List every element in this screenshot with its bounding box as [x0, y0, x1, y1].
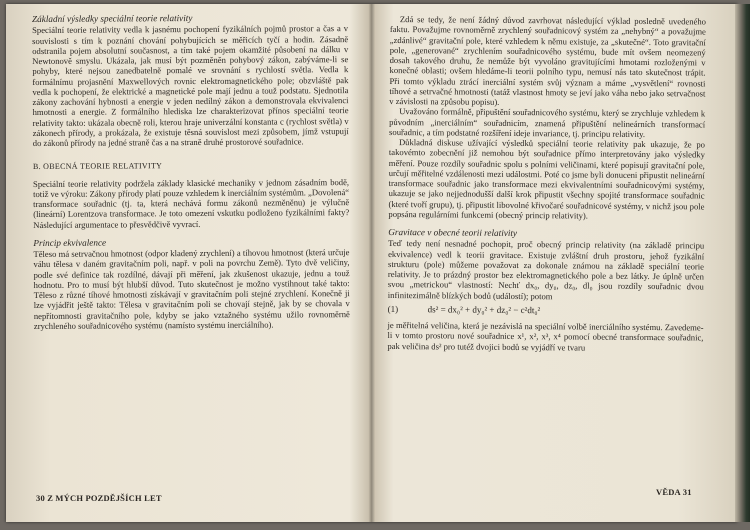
- left-page: [32, 12, 350, 331]
- paragraph: Těleso má setrvačnou hmotnost (odpor kladený zrychlení) a tíhovou hmotnost (která určuje váhu tělesa v daném gravitačním poli, např. v poli na povrchu Země). Tyto dvě veličiny, podle své definice tak rozdílné, dávají při měření, jak zkušenost ukazuje, jednu a touž hodnotu. Pro to musí být hlubší důvod. Tuto skutečnost je možno vystihnout také takto: Těleso z různé tíhové hmotnosti získávají v gravitačním poli stejné zrychlení. Konečně ji lze vyjádřit ještě takto: Tělesa v gravitačním poli se chovají stejně, jak by se chovala v nepřítomnosti gravitačního pole, kdyby se jako vztažného systému užilo rovnoměrně zrychleného souřadnicového systému (namísto systému inerciálního).: [33, 247, 350, 331]
- paragraph: Důkladná diskuse užívající výsledků speciální teorie relativity pak ukazuje, že po takovémto zobecnění již nemohou být souřadnice přímo interpretovány jako výsledky měření. Pouze rozdíly souřadnic spolu s polními veličinami, které popisují gravitační pole, určují měřitelné vzdálenosti mezi událostmi. Poté co jsme byli donuceni připustit nelineární transformace souřadnic jako transformace mezi ekvivalentními souřadnicovými systémy, ukazuje se jako nejjednodušší další krok připustit všechny spojité transformace souřadnic (které tvoří grupu), tj. připustit libovolné křivočaré souřadnicové systémy, v nichž jsou pole popsána regulárními funkcemi (obecný princip relativity).: [388, 137, 706, 221]
- paragraph: Teď tedy není nesnadné pochopit, proč obecný princip relativity (na základě principu ekvivalence) vedl k teorii gravitace. Existuje zvláštní druh prostoru, jehož fyzikální strukturu (pole) můžeme považovat za dokonale známou na základě speciální teorie relativity. Je to prázdný prostor bez elektromagnetického pole a bez látky. Je úplně určen svou „metrickou“ vlastností: Nechť dx₀, dy₀, dz₀, dl₀ jsou rozdíly souřadnic dvou infinitezimálně blízkých bodů (událostí); potom: [387, 238, 705, 301]
- book-spread: [6, 4, 737, 522]
- section-heading: Gravitace v obecné teorii relativity: [388, 226, 518, 239]
- equation-body: ds² = dx₀² + dy₀² + dz₀² − c²dt₀²: [427, 304, 541, 315]
- paragraph: je měřitelná veličina, která je nezávislá na speciální volbě inerciálního systému. Zavedeme-li v tomto prostoru nové souřadnice x¹, x², x³, x⁴ pomocí obecné transformace souřadnic, pak veličina ds² pro tutéž dvojici bodů se vyjádří ve tvaru: [387, 319, 704, 353]
- equation: [388, 304, 704, 317]
- chapter-heading: B. OBECNÁ TEORIE RELATIVITY: [32, 161, 163, 172]
- page-footer-left: 30 Z MÝCH POZDĚJŠÍCH LET: [36, 493, 162, 503]
- section-heading: Základní výsledky speciální teorie relativity: [32, 13, 193, 24]
- book-cover-edge: [735, 4, 750, 522]
- paragraph: Zdá se tedy, že není žádný důvod zavrhovat následující výklad posledně uvedeného faktu. Považujme rovnoměrně zrychlený souřadnicový systém za „nehybný“ a považujme „zdánlivé“ gravitační pole, které vzhledem k němu existuje, za „skutečné“. Toto gravitační pole, „generované“ zrychlením souřadnicového systému, bude mít ovšem neomezený dosah takového druhu, že nemůže být vyvoláno gravitujícími hmotami rozloženými v konečné oblasti; ovšem hledáme-li teorii polního typu, nemusí nás tato skutečnost trápit. Při tomto výkladu ztrácí inerciální systém svůj význam a máme „vysvětlení“ rovnosti tíhové a setrvačné hmotnosti (tatáž vlastnost hmoty se jeví jako váha nebo jako setrvačnost v závislosti na způsobu popisu).: [389, 14, 706, 107]
- section-heading: Princip ekvivalence: [33, 237, 107, 248]
- page-footer-right: VĚDA 31: [656, 487, 692, 497]
- equation-number: (1): [387, 303, 399, 314]
- paragraph: Uvažováno formálně, připuštění souřadnicového systému, který se zrychluje vzhledem k původním „inerciálním“ souřadnicím, znamená připuštění nelineárních transformací souřadnic, a tím podstatné rozšíření ideje invariance, tj. principu relativity.: [389, 106, 706, 139]
- paragraph: Speciální teorie relativity podržela základy klasické mechaniky v jednom zásadním bodě, totiž ve výroku: Zákony přírody platí pouze vzhledem k inerciálním systémům. „Dovolená“ transformace souřadnic (tj. ta, která nechává formu zákonů nezměněnu) je výlučně (lineární) Lorentzova transformace. Je toto omezení vskutku podloženo fyzikálními fakty? Následující argumentace to přesvědčivě vyvrací.: [33, 176, 350, 230]
- paragraph: Speciální teorie relativity vedla k jasnému pochopení fyzikálních pojmů prostor a čas a v souvislosti s tím k poznání chování pohybujících se měřicích tyčí a hodin. Zásadně odstranila pojem absolutní současnost, a tím také pojem okamžité působení na dálku v Newtonově smyslu. Ukázala, jak musí být pozměněn pohybový zákon, zabýváme-li se pohyby, které nejsou zanedbatelně pomalé ve srovnání s rychlostí světla. Vedla k formálnímu projasnění Maxwellových rovnic elektromagnetického pole; obzvláště pak vedla k pochopení, že elektrické a magnetické pole mají jednu a touž podstatu. Sjednotila zákony zachování hybnosti a energie v jeden nedílný zákon a demonstrovala ekvivalenci hmotnosti a energie. Z formálního hlediska lze charakterizovat přínos speciální teorie relativity takto: ukázala obecně roli, kterou hraje univerzální konstanta c (rychlost světla) v zákonech přírody, a prokázala, že existuje těsná souvislost mezi způsobem, jímž vstupují do zákonů přírody na jedné straně čas a na straně druhé prostorové souřadnice.: [32, 23, 349, 148]
- right-page: [387, 14, 706, 353]
